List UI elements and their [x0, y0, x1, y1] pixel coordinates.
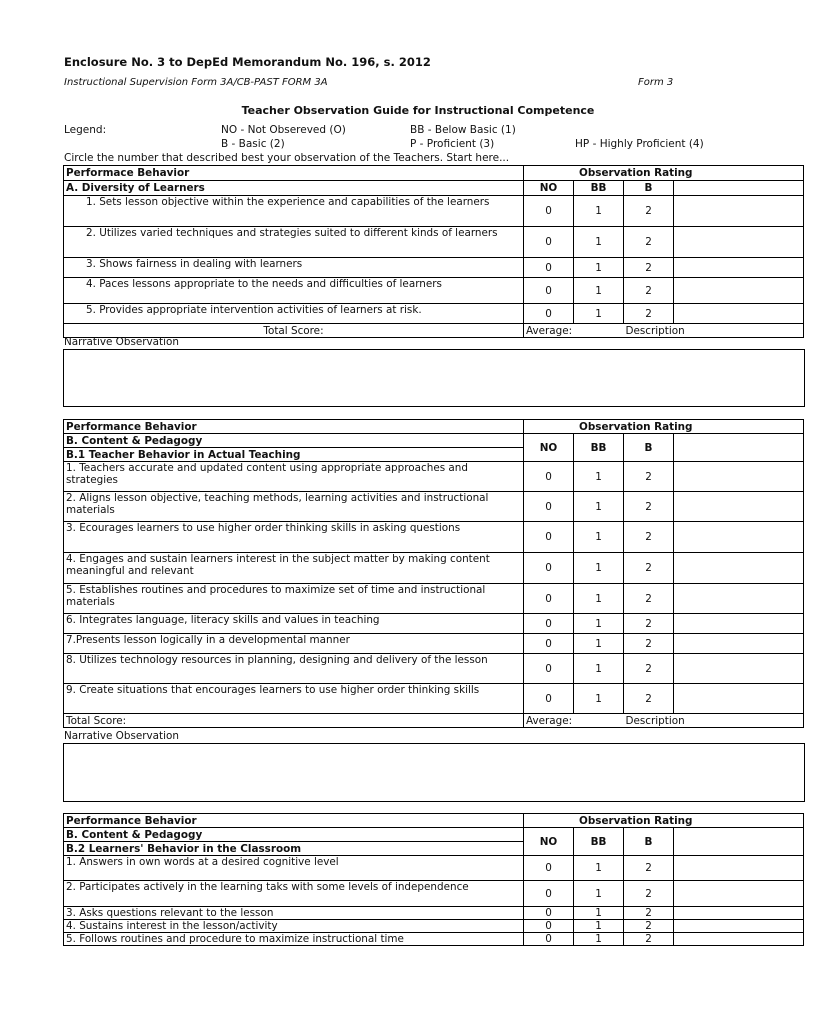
- table-row: [64, 196, 804, 227]
- observation-rating-header: Observation Rating: [524, 166, 804, 181]
- section-subtitle: B.2 Learners' Behavior in the Classroom: [64, 842, 524, 856]
- rating-bb[interactable]: 1: [574, 614, 624, 634]
- rating-no[interactable]: 0: [524, 258, 574, 278]
- item-text: 2. Aligns lesson objective, teaching methods, learning activities and instructional materials: [64, 492, 524, 522]
- rating-no[interactable]: 0: [524, 933, 574, 946]
- col-rest: [674, 181, 804, 196]
- rating-rest: [674, 684, 804, 714]
- narrative-input[interactable]: [63, 349, 805, 407]
- rating-no[interactable]: 0: [524, 684, 574, 714]
- narrative-input[interactable]: [63, 743, 805, 802]
- item-text: 4. Engages and sustain learners interest in the subject matter by making content meaningful and relevant: [64, 553, 524, 584]
- rating-b[interactable]: 2: [624, 856, 674, 881]
- rating-rest: [674, 584, 804, 614]
- rating-no[interactable]: 0: [524, 634, 574, 654]
- table-row: [64, 304, 804, 324]
- table-row: [64, 881, 804, 907]
- rating-no[interactable]: 0: [524, 584, 574, 614]
- table-row: [64, 492, 804, 522]
- rating-b[interactable]: 2: [624, 881, 674, 907]
- table-row: [64, 227, 804, 258]
- item-text: 1. Sets lesson objective within the experience and capabilities of the learners: [64, 196, 524, 227]
- table-row: [64, 907, 804, 920]
- rating-no[interactable]: 0: [524, 553, 574, 584]
- table-section-a: [63, 165, 804, 338]
- rating-rest: [674, 492, 804, 522]
- average-label: Average:: [524, 714, 624, 728]
- rating-no[interactable]: 0: [524, 304, 574, 324]
- table-row: [64, 933, 804, 946]
- rating-bb[interactable]: 1: [574, 634, 624, 654]
- item-text: 7.Presents lesson logically in a developmental manner: [64, 634, 524, 654]
- legend-item-no: NO - Not Obsereved (O): [221, 124, 346, 136]
- rating-no[interactable]: 0: [524, 920, 574, 933]
- col-rest: [674, 828, 804, 856]
- legend-item-b: B - Basic (2): [221, 138, 285, 150]
- col-no: NO: [524, 828, 574, 856]
- rating-rest: [674, 553, 804, 584]
- rating-b[interactable]: 2: [624, 304, 674, 324]
- rating-rest: [674, 522, 804, 553]
- rating-rest: [674, 920, 804, 933]
- total-score-label: Total Score:: [64, 714, 524, 728]
- legend-item-p: P - Proficient (3): [410, 138, 495, 150]
- rating-b[interactable]: 2: [624, 258, 674, 278]
- legend-item-hp: HP - Highly Proficient (4): [575, 138, 704, 150]
- behavior-header: Performace Behavior: [64, 166, 524, 181]
- item-text: 5. Follows routines and procedure to maximize instructional time: [64, 933, 524, 946]
- observation-rating-header: Observation Rating: [524, 814, 804, 828]
- rating-bb[interactable]: 1: [574, 278, 624, 304]
- table-row: [64, 920, 804, 933]
- observation-rating-header: Observation Rating: [524, 420, 804, 434]
- form-line: Instructional Supervision Form 3A/CB-PAST FORM 3A: [64, 77, 328, 88]
- rating-bb[interactable]: 1: [574, 492, 624, 522]
- rating-rest: [674, 933, 804, 946]
- rating-no[interactable]: 0: [524, 907, 574, 920]
- rating-bb[interactable]: 1: [574, 907, 624, 920]
- item-text: 4. Sustains interest in the lesson/activity: [64, 920, 524, 933]
- col-no: NO: [524, 181, 574, 196]
- col-bb: BB: [574, 434, 624, 462]
- rating-no[interactable]: 0: [524, 522, 574, 553]
- rating-rest: [674, 462, 804, 492]
- rating-rest: [674, 614, 804, 634]
- table-row: [64, 584, 804, 614]
- rating-b[interactable]: 2: [624, 684, 674, 714]
- item-text: 2. Utilizes varied techniques and strategies suited to different kinds of learners: [64, 227, 524, 258]
- average-label: Average:: [524, 324, 624, 338]
- narrative-label: Narrative Observation: [64, 730, 179, 742]
- rating-rest: [674, 304, 804, 324]
- rating-bb[interactable]: 1: [574, 920, 624, 933]
- table-section-b2: [63, 813, 804, 946]
- rating-b[interactable]: 2: [624, 920, 674, 933]
- rating-b[interactable]: 2: [624, 614, 674, 634]
- col-b: B: [624, 434, 674, 462]
- rating-bb[interactable]: 1: [574, 856, 624, 881]
- rating-no[interactable]: 0: [524, 654, 574, 684]
- table-row: [64, 553, 804, 584]
- rating-no[interactable]: 0: [524, 196, 574, 227]
- rating-no[interactable]: 0: [524, 492, 574, 522]
- rating-bb[interactable]: 1: [574, 304, 624, 324]
- rating-no[interactable]: 0: [524, 227, 574, 258]
- item-text: 3. Asks questions relevant to the lesson: [64, 907, 524, 920]
- table-row: [64, 614, 804, 634]
- legend-item-bb: BB - Below Basic (1): [410, 124, 516, 136]
- rating-bb[interactable]: 1: [574, 584, 624, 614]
- rating-b[interactable]: 2: [624, 492, 674, 522]
- narrative-label: Narrative Observation: [64, 336, 179, 348]
- legend-label: Legend:: [64, 124, 107, 136]
- rating-b[interactable]: 2: [624, 584, 674, 614]
- rating-rest: [674, 881, 804, 907]
- description-label: Description: [624, 324, 804, 338]
- item-text: 1. Answers in own words at a desired cognitive level: [64, 856, 524, 881]
- rating-b[interactable]: 2: [624, 654, 674, 684]
- table-row: [64, 462, 804, 492]
- rating-rest: [674, 227, 804, 258]
- rating-b[interactable]: 2: [624, 196, 674, 227]
- rating-no[interactable]: 0: [524, 462, 574, 492]
- rating-b[interactable]: 2: [624, 634, 674, 654]
- rating-rest: [674, 654, 804, 684]
- enclosure-title: Enclosure No. 3 to DepEd Memorandum No. 196, s. 2012: [64, 55, 431, 69]
- item-text: 4. Paces lessons appropriate to the needs and difficulties of learners: [64, 278, 524, 304]
- instruction-text: Circle the number that described best your observation of the Teachers. Start here...: [64, 152, 510, 164]
- rating-b[interactable]: 2: [624, 462, 674, 492]
- table-row: [64, 654, 804, 684]
- table-row: [64, 634, 804, 654]
- section-title: B. Content & Pedagogy: [64, 434, 524, 448]
- col-bb: BB: [574, 828, 624, 856]
- table-row: [64, 278, 804, 304]
- rating-no[interactable]: 0: [524, 614, 574, 634]
- rating-bb[interactable]: 1: [574, 522, 624, 553]
- total-score-label: Total Score:: [64, 324, 524, 338]
- document-title: Teacher Observation Guide for Instructional Competence: [241, 104, 595, 117]
- col-bb: BB: [574, 181, 624, 196]
- rating-rest: [674, 258, 804, 278]
- rating-b[interactable]: 2: [624, 907, 674, 920]
- rating-b[interactable]: 2: [624, 278, 674, 304]
- item-text: 1. Teachers accurate and updated content using appropriate approaches and strategies: [64, 462, 524, 492]
- rating-rest: [674, 856, 804, 881]
- rating-no[interactable]: 0: [524, 856, 574, 881]
- rating-b[interactable]: 2: [624, 933, 674, 946]
- rating-b[interactable]: 2: [624, 522, 674, 553]
- table-row: [64, 258, 804, 278]
- col-no: NO: [524, 434, 574, 462]
- table-row: [64, 522, 804, 553]
- section-subtitle: B.1 Teacher Behavior in Actual Teaching: [64, 448, 524, 462]
- rating-bb[interactable]: 1: [574, 196, 624, 227]
- rating-b[interactable]: 2: [624, 227, 674, 258]
- rating-rest: [674, 634, 804, 654]
- rating-no[interactable]: 0: [524, 881, 574, 907]
- item-text: 5. Provides appropriate intervention activities of learners at risk.: [64, 304, 524, 324]
- behavior-header: Performance Behavior: [64, 420, 524, 434]
- col-b: B: [624, 828, 674, 856]
- rating-bb[interactable]: 1: [574, 227, 624, 258]
- rating-bb[interactable]: 1: [574, 654, 624, 684]
- description-label: Description: [624, 714, 804, 728]
- behavior-header: Performance Behavior: [64, 814, 524, 828]
- item-text: 2. Participates actively in the learning taks with some levels of independence: [64, 881, 524, 907]
- table-row: [64, 856, 804, 881]
- rating-bb[interactable]: 1: [574, 462, 624, 492]
- item-text: 8. Utilizes technology resources in planning, designing and delivery of the lesson: [64, 654, 524, 684]
- section-title: B. Content & Pedagogy: [64, 828, 524, 842]
- item-text: 3. Shows fairness in dealing with learners: [64, 258, 524, 278]
- rating-rest: [674, 196, 804, 227]
- item-text: 3. Ecourages learners to use higher order thinking skills in asking questions: [64, 522, 524, 553]
- rating-b[interactable]: 2: [624, 553, 674, 584]
- rating-rest: [674, 278, 804, 304]
- form-number: Form 3: [638, 77, 674, 88]
- section-title: A. Diversity of Learners: [64, 181, 524, 196]
- table-section-b1: [63, 419, 804, 728]
- rating-no[interactable]: 0: [524, 278, 574, 304]
- rating-rest: [674, 907, 804, 920]
- rating-bb[interactable]: 1: [574, 933, 624, 946]
- item-text: 9. Create situations that encourages learners to use higher order thinking skills: [64, 684, 524, 714]
- item-text: 5. Establishes routines and procedures to maximize set of time and instructional materials: [64, 584, 524, 614]
- table-row: [64, 684, 804, 714]
- rating-bb[interactable]: 1: [574, 258, 624, 278]
- item-text: 6. Integrates language, literacy skills and values in teaching: [64, 614, 524, 634]
- col-b: B: [624, 181, 674, 196]
- rating-bb[interactable]: 1: [574, 881, 624, 907]
- col-rest: [674, 434, 804, 462]
- rating-bb[interactable]: 1: [574, 553, 624, 584]
- rating-bb[interactable]: 1: [574, 684, 624, 714]
